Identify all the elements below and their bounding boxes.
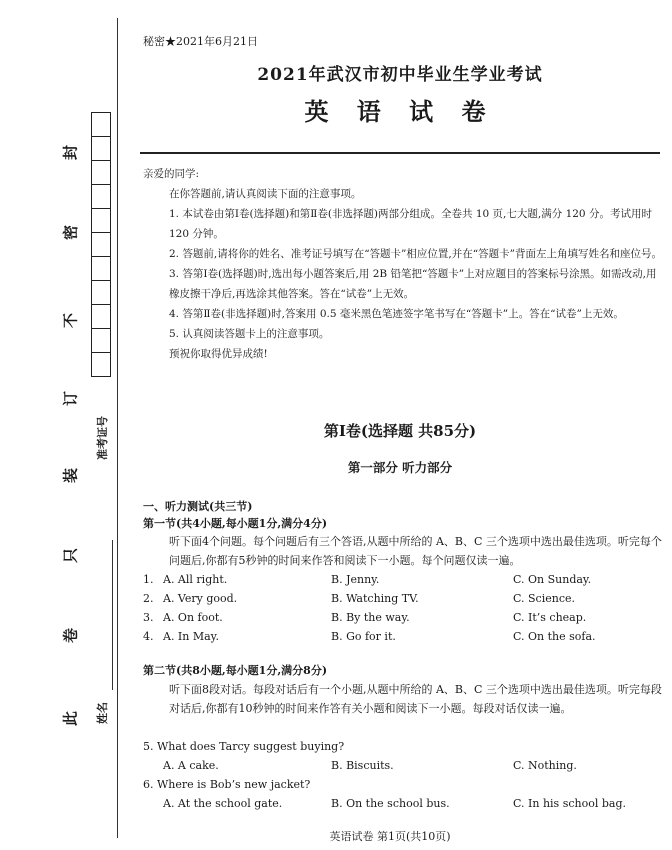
option-a: A. Very good. [163,592,238,605]
sec2-questions [143,737,663,813]
sec1-heading: 第一节(共4小题,每小题1分,满分4分) [143,517,328,530]
greeting: 亲爱的同学: [143,168,200,180]
sec2-heading: 第二节(共8小题,每小题1分,满分8分) [143,664,328,677]
notes-block [143,164,663,364]
option-b: B. By the way. [331,611,410,624]
id-number-grid[interactable] [91,112,111,377]
note-line: 预祝你取得优异成绩! [169,348,268,360]
id-cell[interactable] [91,208,111,232]
option-c: C. On the sofa. [513,630,596,643]
binding-char: 封 [61,145,80,161]
instructions-text: 听下面8段对话。每段对话后有一个小题,从题中所给的 A、B、C 三个选项中选出最佳选项。听完每段对话后,你都有10秒钟的时间来作答有关小题和阅读下一小题。每段对话仅读一遍。 [169,683,662,715]
name-label: 姓名 [96,702,109,724]
question-stem: 6. Where is Bob’s new jacket? [143,778,311,791]
secret-date: 秘密★2021年6月21日 [143,35,258,48]
id-cell[interactable] [91,232,111,256]
exam-title: 2021年武汉市初中毕业生学业考试 [257,65,543,85]
question-number: 2. [143,592,154,605]
binding-char: 密 [61,225,80,241]
note-line: 在你答题前,请认真阅读下面的注意事项。 [169,188,362,200]
question-row [143,627,663,646]
question-row [143,589,663,608]
question-row [143,794,663,813]
section-title: 一、听力测试(共三节) [143,500,253,513]
id-cell[interactable] [91,352,111,377]
id-cell[interactable] [91,280,111,304]
id-cell[interactable] [91,256,111,280]
question-number: 3. [143,611,154,624]
question-stem: 5. What does Tarcy suggest buying? [143,740,345,753]
page-footer: 英语试卷 第1页(共10页) [329,830,451,843]
note-line: 3. 答第Ⅰ卷(选择题)时,选出每小题答案后,用 2B 铅笔把“答题卡”上对应题目的答案标号涂黑。如需改动,用橡皮擦干净后,再选涂其他答案。答在“试卷”上无效。 [169,268,657,300]
question-row [143,756,663,775]
question-row [143,608,663,627]
option-b: B. On the school bus. [331,797,450,810]
option-a: A. At the school gate. [163,797,283,810]
id-cell[interactable] [91,328,111,352]
option-c: C. Nothing. [513,759,577,772]
id-cell[interactable] [91,112,111,136]
sec2-instructions [143,680,663,718]
binding-line [117,18,118,838]
subject-title: 英 语 试 卷 [304,97,496,126]
binding-char: 卷 [61,628,80,644]
option-a: A. On foot. [163,611,223,624]
option-b: B. Jenny. [331,573,380,586]
id-number-label: 准考证号 [96,416,109,460]
option-a: A. All right. [163,573,228,586]
sec1-questions [143,570,663,646]
binding-char: 只 [61,548,80,564]
binding-char: 此 [61,711,80,727]
question-number: 1. [143,573,154,586]
binding-char: 不 [61,313,80,329]
option-a: A. In May. [163,630,219,643]
part-subtitle: 第一部分 听力部分 [347,460,453,475]
note-line: 5. 认真阅读答题卡上的注意事项。 [169,328,330,340]
option-b: B. Biscuits. [331,759,394,772]
option-c: C. Science. [513,592,575,605]
note-line: 1. 本试卷由第Ⅰ卷(选择题)和第Ⅱ卷(非选择题)两部分组成。全卷共 10 页,七大题,满分 120 分。考试用时 120 分钟。 [169,208,652,240]
id-cell[interactable] [91,136,111,160]
note-line: 2. 答题前,请将你的姓名、准考证号填写在“答题卡”相应位置,并在“答题卡”背面左上角填写姓名和座位号。 [169,248,663,260]
option-c: C. It’s cheap. [513,611,587,624]
id-cell[interactable] [91,184,111,208]
note-line: 4. 答第Ⅱ卷(非选择题)时,答案用 0.5 毫米黑色笔迹签字笔书写在“答题卡”上。答在“试卷”上无效。 [169,308,624,320]
option-b: B. Watching TV. [331,592,419,605]
option-b: B. Go for it. [331,630,396,643]
option-c: C. On Sunday. [513,573,592,586]
option-c: C. In his school bag. [513,797,626,810]
header-rule [140,152,660,154]
question-row [143,570,663,589]
option-a: A. A cake. [163,759,219,772]
binding-char: 订 [61,391,80,407]
instructions-text: 听下面4个问题。每个问题后有三个答语,从题中所给的 A、B、C 三个选项中选出最佳选项。听完每个问题后,你都有5秒钟的时间来作答和阅读下一小题。每个问题仅读一遍。 [169,535,662,567]
binding-char: 装 [61,468,80,484]
sec1-instructions [143,532,663,570]
name-fill-line[interactable] [112,540,113,690]
part-title: 第Ⅰ卷(选择题 共85分) [323,422,477,440]
id-cell[interactable] [91,160,111,184]
question-number: 4. [143,630,154,643]
id-cell[interactable] [91,304,111,328]
